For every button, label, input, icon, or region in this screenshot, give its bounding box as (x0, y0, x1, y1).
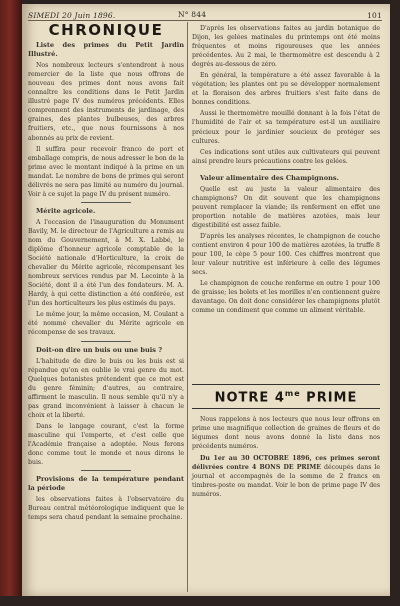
paragraph: Quelle est au juste la valeur alimentaire des champignons? On dit souvent que les champignons peuvent remplacer la viande; ils renferment en effet une proportion notable de matières azotées, mais leur digestibilité est assez faible. (192, 185, 380, 229)
prime-title-main: NOTRE 4 (214, 390, 285, 406)
running-head (28, 8, 382, 21)
paragraph: Il suffira pour recevoir franco de port et emballage compris, de nous adresser le bon de la prime avec le montant indiqué à la prime en un mandat. Le nombre de bons de primes qui seront délivrés ne sera pas limité au numéro du journal. Voir à ce sujet la page IV du présent numéro. (28, 145, 184, 198)
prime-bold-text: Du 1er au 30 OCTOBRE 1896, ces primes seront délivrées contre 4 BONS DE PRIME (192, 454, 380, 471)
prime-title (192, 384, 380, 409)
book-edge-right (390, 0, 400, 606)
section-heading-temperature: Provisions de la température pendant la période (28, 475, 184, 493)
prime-section (192, 384, 380, 501)
right-column (192, 24, 380, 317)
prime-title-sup: me (284, 389, 301, 398)
paragraph: les observations faites à l'observatoire du Bureau central météorologique indiquent que le temps sera chaud pendant la semaine prochaine. (28, 496, 184, 522)
paragraph: D'après les observations faites au jardin botanique de Dijon, les gelées matinales du printemps ont été moins fréquentes et moins rigoureuses que les années précédentes. Au 2 mai, le thermomètre est descendu à 2 degrés au-dessous de zéro. (192, 25, 380, 69)
book-edge-bottom (0, 596, 400, 606)
prime-title-end: PRIME (300, 390, 358, 406)
section-heading-buis: Doit-on dire un buis ou une buis ? (36, 345, 163, 354)
column-divider (187, 22, 188, 592)
section-heading-primes: Liste des primes du Petit Jardin Illustré. (28, 41, 184, 59)
paragraph: Nous rappelons à nos lecteurs que nous leur offrons en prime une magnifique collection de graines de fleurs et de légumes dont nous avons donné la liste dans nos précédents numéros. (192, 416, 380, 451)
separator (81, 341, 131, 342)
paragraph: A l'occasion de l'inauguration du Monument Bavily, M. le directeur de l'Agriculture a remis au nom du Gouvernement, à M. X. Labbé, le diplôme d'honneur agricole comptable de la Société nationale d'Horticulture, la croix de chevalier du Mérite agricole, récompensant les nombreux services rendus par M. Lecointe à la Société, dont il a été l'un des fondateurs. M. A. Hardy, à qui cette distinction a été conférée, est l'un des horticulteurs les plus estimés du pays. (28, 218, 184, 308)
section-heading-champignons: Valeur alimentaire des Champignons. (200, 173, 339, 182)
paragraph: Ces indications sont utiles aux cultivateurs qui peuvent ainsi prendre leurs précautions contre les gelées. (192, 148, 380, 165)
paragraph: L'habitude de dire le buis ou les buis est si répandue qu'on en oublie le vrai genre du mot. Quelques botanistes prétendent que ce mot est du genre féminin; d'autres, au contraire, affirment le masculin. Il nous semble qu'il n'y a pas grand inconvénient à laisser à chacun le choix et la liberté. (28, 357, 184, 419)
separator (261, 169, 311, 170)
separator (81, 202, 131, 203)
paragraph: Le champignon de couche renferme en outre 1 pour 100 de graisse; les bolets et les morilles n'en contiennent guère davantage. On doit donc considérer les champignons plutôt comme un condiment que comme un aliment véritable. (192, 280, 380, 315)
issue-date: SIMEDI 20 Juin 1896. (28, 11, 116, 20)
paragraph: Aussi le thermomètre mouillé donnant à la fois l'état de l'humidité de l'air et sa température est-il un auxiliaire précieux pour le jardinier soucieux de protéger ses cultures. (192, 110, 380, 145)
separator (81, 470, 131, 471)
section-heading-merite: Mérite agricole. (36, 206, 96, 215)
paragraph: Nos nombreux lecteurs s'entendront à nous remercier de la liste que nous offrons de nouveau des primes dont nous avons fait connaître les conditions dans le Petit Jardin illustré page IV des numéros précédents. Elles comprennent des instruments de jardinage, des graines, des plantes bulbeuses, des arbres fruitiers, etc., que nous fournissons à nos abonnés au prix de revient. (28, 62, 184, 142)
book-binding-spine (0, 0, 22, 606)
left-column (28, 21, 184, 524)
paragraph: Dans le langage courant, c'est la forme masculine qui l'emporte, et c'est celle que l'Académie française a adoptée. Nous ferons donc comme tout le monde et nous dirons le buis. (28, 422, 184, 467)
chronique-title: CHRONIQUE (48, 21, 164, 39)
paragraph: D'après les analyses récentes, le champignon de couche contient environ 4 pour 100 de matières azotées, la truffe 8 pour 100, le cèpe 5 pour 100. Ces chiffres montrent que leur valeur nutritive est inférieure à celle des légumes secs. (192, 232, 380, 277)
page-number: 101 (367, 11, 382, 20)
paragraph: En général, la température a été assez favorable à la végétation; les plantes ont pu se développer normalement et la floraison des arbres fruitiers s'est faite dans de bonnes conditions. (192, 72, 380, 107)
paragraph: Le même jour, la même occasion, M. Coulant a été nommé chevalier du Mérite agricole en récompense de ses travaux. (28, 311, 184, 337)
issue-number: N° 844 (178, 10, 207, 19)
paragraph (192, 454, 380, 499)
prime-text: découpés dans le journal et accompagnés de la somme de 2 francs en timbres-poste ou mandat. Voir le bon de prime page IV des numéros. (192, 463, 381, 498)
journal-page (22, 4, 390, 596)
